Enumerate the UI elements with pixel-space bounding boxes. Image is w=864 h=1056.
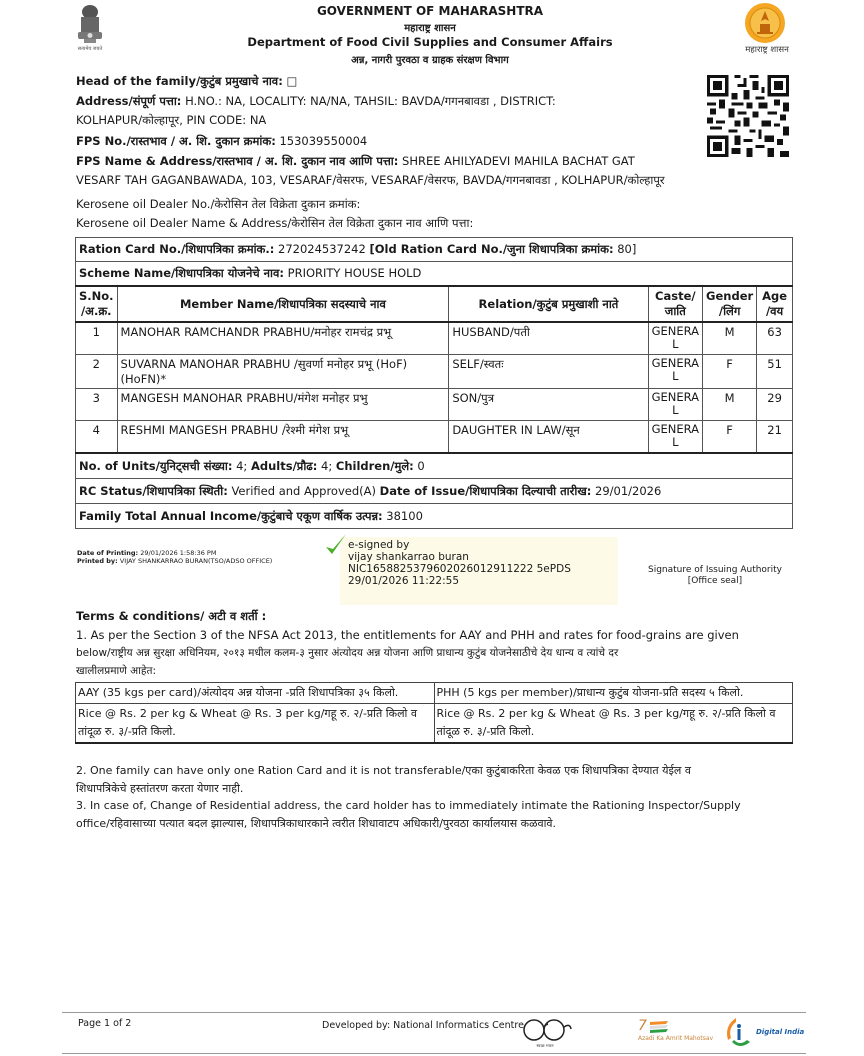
ration-card-label: Ration Card No./शिधापत्रिका क्रमांक.: [79, 242, 275, 256]
kerosene-dealer-number: Kerosene oil Dealer No./केरोसिन तेल विक्रेता दुकान क्रमांक: [76, 197, 361, 211]
member-name: SUVARNA MANOHAR PRABHU /सुवर्णा मनोहर प्रभू (HoF) (HoFN)* [117, 355, 449, 389]
member-gender: F [703, 355, 757, 389]
term-1-line-1: 1. As per the Section 3 of the NFSA Act 2013, the entitlements for AAY and PHH and rates for food-grains are given [76, 628, 739, 642]
print-date-value: 29/01/2026 1:58:36 PM [140, 549, 217, 557]
ration-card-value: 272024537242 [278, 242, 366, 256]
address-line-1 [76, 94, 556, 109]
head-of-family-label: Head of the family/कुटुंब प्रमुखाचे नाव: [76, 74, 283, 88]
rate-aay: AAY (35 kgs per card)/अंत्योदय अन्न योजना -प्रति शिधापत्रिका ३५ किलो. [76, 683, 435, 704]
member-sno: 3 [76, 389, 118, 421]
fps-name [76, 154, 635, 169]
fps-name-label: FPS Name & Address/रास्तभाव / अ. शि. दुकान नाव आणि पत्ता: [76, 154, 399, 168]
member-caste: GENERA L [648, 389, 702, 421]
department-name-mr: अन्न, नागरी पुरवठा व ग्राहक संरक्षण विभाग [351, 55, 509, 66]
esign-line-1: e-signed by [348, 539, 410, 551]
swachh-bharat-logo-icon [518, 1015, 572, 1049]
member-relation: SON/पुत्र [449, 389, 648, 421]
adults-label: Adults/प्रौढ: [250, 458, 318, 473]
member-relation: SELF/स्वतः [449, 355, 648, 389]
esign-line-3: NIC1658825379602026012911222 5ePDS [348, 563, 571, 575]
income-row [76, 504, 793, 529]
gov-title-mr: महाराष्ट्र शासन [404, 23, 456, 34]
office-seal-label: [Office seal] [687, 576, 743, 586]
rates-row [76, 683, 793, 704]
col-relation: Relation/कुटुंब प्रमुखाशी नाते [449, 286, 648, 322]
rates-table [75, 682, 793, 744]
scheme-label: Scheme Name/शिधापत्रिका योजनेचे नाव: [79, 266, 284, 280]
head-of-family-value: □ [286, 74, 298, 88]
member-relation: DAUGHTER IN LAW/सून [449, 421, 648, 454]
scheme-value: PRIORITY HOUSE HOLD [287, 266, 422, 280]
col-caste: Caste/ जाति [648, 286, 702, 322]
head-of-family [76, 74, 297, 89]
member-age: 63 [757, 322, 793, 355]
issue-date-label: Date of Issue/शिधापत्रिका दिल्याची तारीख: [379, 483, 592, 498]
swachh-bharat-text: स्वच्छ भारत [536, 1043, 554, 1048]
esign-text [348, 539, 571, 587]
member-table-header [76, 286, 793, 322]
developed-by: Developed by: National Informatics Centre [322, 1020, 524, 1031]
esign-line-4: 29/01/2026 11:22:55 [348, 575, 460, 587]
table-row [76, 389, 793, 421]
printed-by [77, 557, 272, 565]
price-aay: Rice @ Rs. 2 per kg & Wheat @ Rs. 3 per kg/गहू रु. २/-प्रति किलो व तांदूळ रु. ३/-प्रति किलो. [76, 704, 435, 744]
issue-date-value: 29/01/2026 [595, 483, 662, 498]
income-label: Family Total Annual Income/कुटुंबाचे एकूण वार्षिक उत्पन्न: [79, 508, 383, 523]
azadi-text: Azadi Ka Amrit Mahotsav [638, 1035, 714, 1042]
term-3-line-1: 3. In case of, Change of Residential address, the card holder has to immediately intimate the Rationing Inspector/Supply [76, 799, 741, 812]
checkmark-icon [324, 532, 348, 558]
col-member-name: Member Name/शिधापत्रिका सदस्याचे नाव [117, 286, 449, 322]
col-sno: S.No. /अ.क्र. [76, 286, 118, 322]
esign-line-2: vijay shankarrao buran [348, 551, 469, 563]
term-1-line-3: खालीलप्रमाणे आहेत: [76, 665, 156, 677]
fps-number-value: 153039550004 [279, 134, 368, 148]
ration-card-table [75, 237, 793, 529]
signature-authority [640, 565, 790, 587]
kerosene-dealer-name: Kerosene oil Dealer Name & Address/केरोसिन तेल विक्रेता दुकान नाव आणि पत्ता: [76, 216, 474, 230]
address-label: Address/संपूर्ण पत्ता: [76, 94, 182, 108]
seal-caption: महाराष्ट्र शासन [745, 45, 789, 55]
member-caste: GENERA L [648, 421, 702, 454]
rates-row [76, 704, 793, 744]
member-caste: GENERA L [648, 322, 702, 355]
member-caste: GENERA L [648, 355, 702, 389]
old-ration-card-value: 80] [617, 242, 637, 256]
national-emblem-icon [70, 2, 110, 52]
maharashtra-seal-icon [742, 2, 788, 48]
emblem-caption: सत्यमेव जयते [77, 46, 103, 52]
table-row [76, 421, 793, 454]
member-name: RESHMI MANGESH PRABHU /रेश्मी मंगेश प्रभू [117, 421, 449, 454]
rc-status-label: RC Status/शिधापत्रिका स्थिती: [79, 483, 228, 498]
svg-text:7: 7 [638, 1018, 647, 1034]
signature-label: Signature of Issuing Authority [648, 565, 782, 575]
table-row [76, 322, 793, 355]
table-row [76, 355, 793, 389]
member-sno: 4 [76, 421, 118, 454]
fps-number-label: FPS No./रास्तभाव / अ. शि. दुकान क्रमांक: [76, 134, 276, 148]
address-line-2: KOLHAPUR/कोल्हापूर, PIN CODE: NA [76, 113, 267, 127]
member-gender: F [703, 421, 757, 454]
azadi-logo-icon [636, 1016, 714, 1050]
member-age: 51 [757, 355, 793, 389]
units-row [76, 453, 793, 479]
member-relation: HUSBAND/पती [449, 322, 648, 355]
fps-name-value-1: SHREE AHILYADEVI MAHILA BACHAT GAT [402, 154, 635, 168]
department-name: Department of Food Civil Supplies and Consumer Affairs [247, 35, 613, 49]
member-name: MANOHAR RAMCHANDR PRABHU/मनोहर रामचंद्र प्रभू [117, 322, 449, 355]
rc-status-value: Verified and Approved(A) [231, 483, 376, 498]
digital-india-logo-icon [722, 1014, 805, 1050]
children-value: 0 [417, 458, 425, 473]
rate-phh: PHH (5 kgs per member)/प्राधान्य कुटुंब योजना-प्रति सदस्य ५ किलो. [434, 683, 793, 704]
member-sno: 2 [76, 355, 118, 389]
qr-code[interactable] [704, 72, 792, 160]
address-value-1: H.NO.: NA, LOCALITY: NA/NA, TAHSIL: BAVDA/गगनबावडा , DISTRICT: [185, 94, 556, 108]
units-label: No. of Units/युनिट्सची संख्या: [79, 458, 233, 473]
member-name: MANGESH MANOHAR PRABHU/मंगेश मनोहर प्रभु [117, 389, 449, 421]
ration-card-number-row [76, 238, 793, 262]
gov-title: GOVERNMENT OF MAHARASHTRA [316, 4, 544, 18]
member-gender: M [703, 322, 757, 355]
scheme-row [76, 262, 793, 287]
print-date-label: Date of Printing: [77, 549, 139, 557]
col-age: Age /वय [757, 286, 793, 322]
print-date [77, 549, 216, 557]
income-value: 38100 [386, 508, 423, 523]
old-ration-card-label: [Old Ration Card No./जुना शिधापत्रिका क्रमांक: [369, 242, 614, 256]
digital-india-text: Digital India [756, 1028, 805, 1036]
term-2-line-2: शिधापत्रिकेचे हस्तांतरण करता येणार नाही. [76, 782, 244, 795]
adults-value: 4; [321, 458, 333, 473]
fps-number [76, 134, 367, 149]
printed-by-label: Printed by: [77, 557, 118, 565]
member-age: 21 [757, 421, 793, 454]
page-number: Page 1 of 2 [78, 1018, 132, 1029]
price-phh: Rice @ Rs. 2 per kg & Wheat @ Rs. 3 per kg/गहू रु. २/-प्रति किलो व तांदूळ रु. ३/-प्रति किलो. [434, 704, 793, 744]
member-age: 29 [757, 389, 793, 421]
term-1-line-2: below/राष्ट्रीय अन्न सुरक्षा अधिनियम, २०१३ मधील कलम-३ नुसार अंत्योदय अन्न योजना आणि प्राधान्य कुटुंब योजनेसाठीचे देय धान्य व त्यांचे दर [76, 647, 619, 659]
term-2-line-1: 2. One family can have only one Ration Card and it is not transferable/एका कुटुंबाकरिता केवळ एक शिधापत्रिका देण्यात येईल व [76, 764, 691, 777]
term-3-line-2: office/रहिवासाच्या पत्यात बदल झाल्यास, शिधापत्रिकाधारकाने त्वरीत शिधावाटप अधिकारी/पुरवठा कार्यालयास कळवावे. [76, 817, 557, 830]
col-gender: Gender /लिंग [703, 286, 757, 322]
printed-by-value: VIJAY SHANKARRAO BURAN(TSO/ADSO OFFICE) [119, 557, 273, 565]
units-value: 4; [236, 458, 248, 473]
member-gender: M [703, 389, 757, 421]
terms-title: Terms & conditions/ अटी व शर्ती : [76, 609, 267, 623]
page-footer [62, 1012, 806, 1054]
children-label: Children/मुले: [335, 458, 414, 473]
fps-name-line-2: VESARF TAH GAGANBAWADA, 103, VESARAF/वेसरफ, VESARAF/वेसरफ, BAVDA/गगनबावडा , KOLHAPUR/कोल्हापूर [76, 173, 665, 187]
member-sno: 1 [76, 322, 118, 355]
status-row [76, 479, 793, 504]
